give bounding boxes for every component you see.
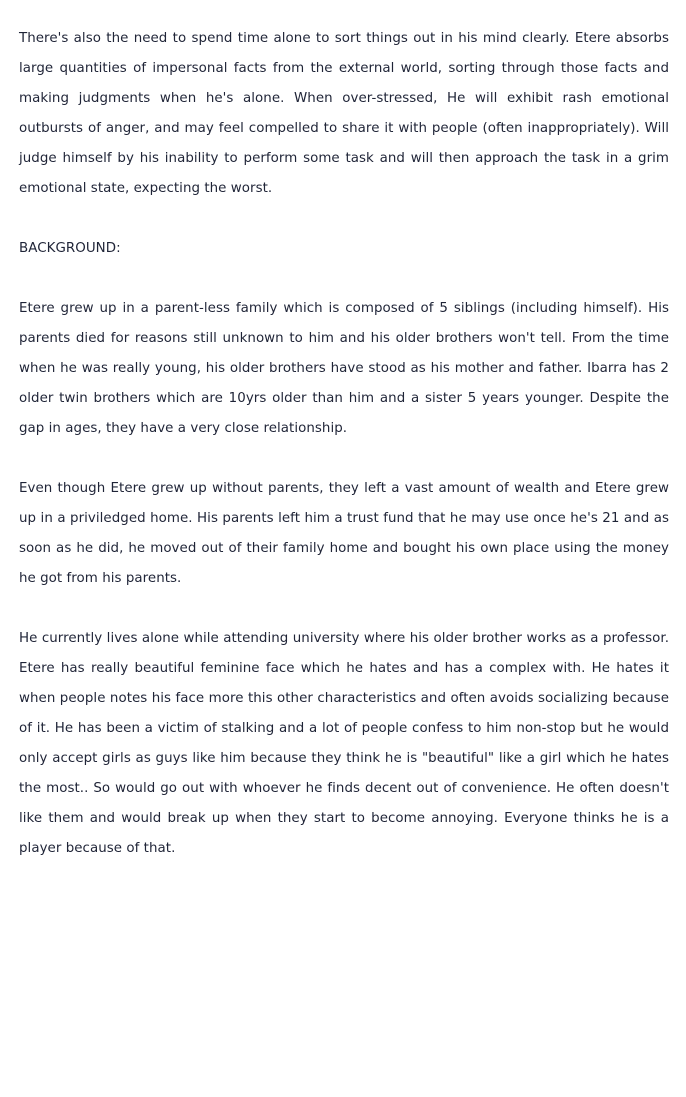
section-heading-background: BACKGROUND: [19, 241, 121, 256]
paragraph-current-life: He currently lives alone while attending university where his older brother works as a professor. Etere has really beautiful feminine face which he hates and has a complex with. He hates it when people notes his face more this other characteristics and often avoids socializing because of it. He has been a victim of stalking and a lot of people confess to him non-stop but he would only accept girls as guys like him because they think he is "beautiful" like a girl which he hates the most.. So would go out with whoever he finds decent out of convenience. He often doesn't like them and would break up when they start to become annoying. Everyone thinks he is a player because of that. [19, 631, 669, 856]
paragraph-personality: There's also the need to spend time alone to sort things out in his mind clearly. Etere absorbs large quantities of impersonal facts from the external world, sorting through those facts and making judgments when he's alone. When over-stressed, He will exhibit rash emotional outbursts of anger, and may feel compelled to share it with people (often inappropriately). Will judge himself by his inability to perform some task and will then approach the task in a grim emotional state, expecting the worst. [19, 31, 669, 196]
paragraph-wealth: Even though Etere grew up without parents, they left a vast amount of wealth and Etere grew up in a priviledged home. His parents left him a trust fund that he may use once he's 21 and as soon as he did, he moved out of their family home and bought his own place using the money he got from his parents. [19, 481, 669, 586]
document-body [19, 24, 669, 894]
paragraph-family: Etere grew up in a parent-less family which is composed of 5 siblings (including himself). His parents died for reasons still unknown to him and his older brothers won't tell. From the time when he was really young, his older brothers have stood as his mother and father. Ibarra has 2 older twin brothers which are 10yrs older than him and a sister 5 years younger. Despite the gap in ages, they have a very close relationship. [19, 301, 669, 436]
